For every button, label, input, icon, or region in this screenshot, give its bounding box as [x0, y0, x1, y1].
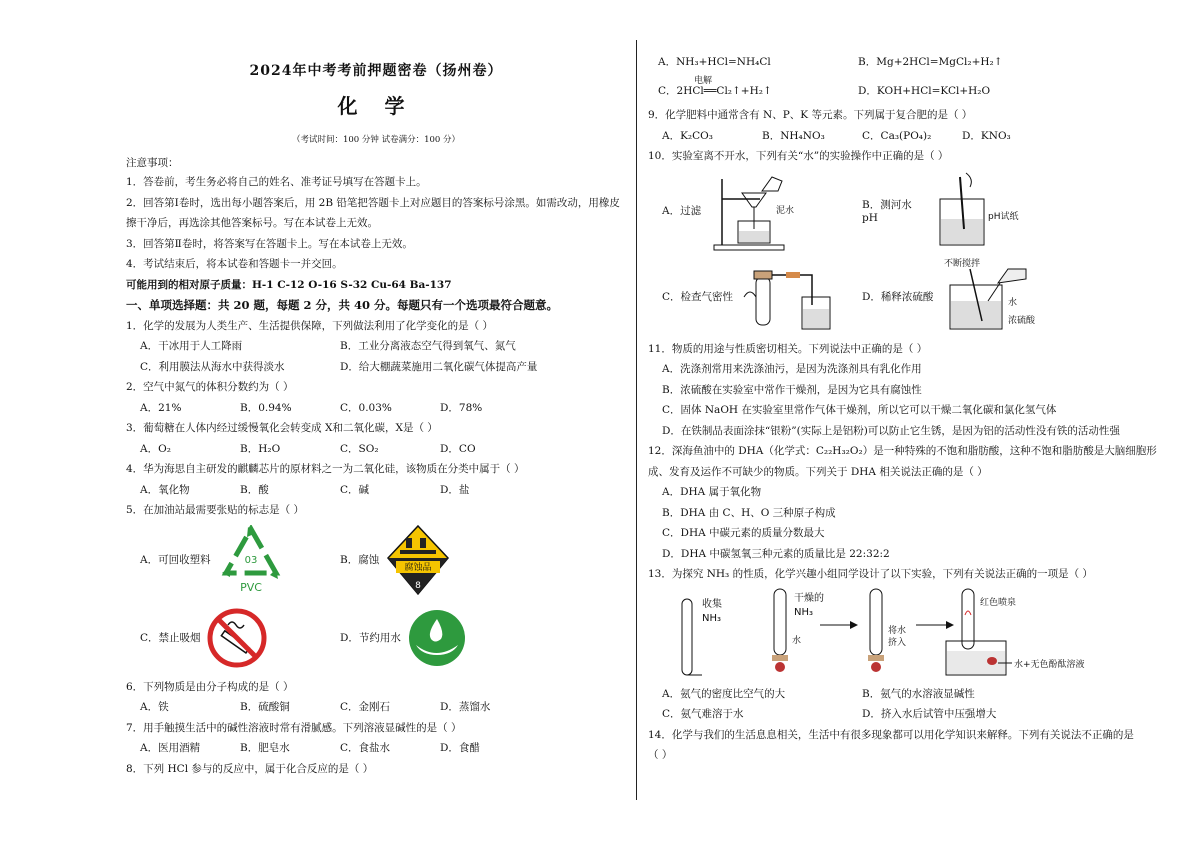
- note-item: 擦干净后，再选涂其他答案标号。写在本试卷上无效。: [126, 217, 378, 229]
- corrosive-class: 8: [415, 580, 421, 591]
- q10-option-b: B．测河水 pH: [862, 199, 912, 224]
- collect-nh3-label: NH₃: [702, 612, 722, 624]
- q3-options: [126, 439, 626, 460]
- stir-label: 不断搅拌: [944, 258, 981, 269]
- q10-option-c-cell: [662, 257, 862, 337]
- q12-option-d: D．DHA 中碳氢氧三种元素的质量比是 22:32:2: [662, 547, 890, 560]
- q4-option-c: C．碱: [340, 483, 370, 496]
- q10-option-d: D．稀释浓硫酸: [862, 291, 934, 303]
- q10-figure-row: [648, 255, 1148, 339]
- q5-option-a: A．可回收塑料: [140, 554, 211, 566]
- question-10: 10．实验室离不开水，下列有关“水”的实验操作中正确的是（ ）: [648, 150, 949, 162]
- q2-option-b: B．0.94%: [240, 401, 292, 414]
- q2-option-d: D．78%: [440, 401, 483, 414]
- q12-option-a: A．DHA 属于氧化物: [662, 486, 762, 498]
- q4-options: [126, 480, 626, 501]
- q10-option-a: A．过滤: [662, 205, 702, 217]
- q1-option-b: B．工业分离液态空气得到氧气、氮气: [340, 340, 516, 352]
- question-8: 8．下列 HCl 参与的反应中，属于化合反应的是（ ）: [126, 762, 374, 775]
- q10-option-c: C．检查气密性: [662, 291, 734, 303]
- q11-option-d: D．在铁制品表面涂抹“银粉”(实际上是铝粉)可以防止它生锈，是因为铝的活动性没有铁的活动性强: [662, 424, 1120, 437]
- column-divider: [636, 40, 637, 800]
- dilution-apparatus-icon: [942, 257, 1062, 337]
- q2-option-a: A．21%: [140, 401, 182, 414]
- q12-option-b: B．DHA 由 C、H、O 三种原子构成: [662, 506, 836, 519]
- q3-option-b: B．H₂O: [240, 442, 281, 455]
- no-smoking-icon: [206, 607, 268, 669]
- q4-option-a: A．氧化物: [140, 483, 190, 496]
- note-item: 1．答卷前，考生务必将自己的姓名、准考证号填写在答题卡上。: [126, 176, 427, 188]
- right-column: [648, 52, 1157, 766]
- q5-option-d: D．节约用水: [340, 632, 401, 644]
- q8-option-b: B．Mg+2HCl=MgCl₂+H₂↑: [858, 56, 1003, 68]
- question-7: 7．用手触摸生活中的碱性溶液时常有滑腻感。下列溶液显碱性的是（ ）: [126, 721, 462, 734]
- q11-option-a: A．洗涤剂常用来洗涤油污，是因为洗涤剂具有乳化作用: [662, 363, 922, 375]
- q7-options: [126, 738, 626, 759]
- corrosive-icon: [386, 524, 450, 596]
- dry-label: 干燥的: [794, 592, 824, 604]
- q11-option-b: B．浓硫酸在实验室中常作干燥剂，是因为它具有腐蚀性: [662, 383, 922, 396]
- question-14-paren: （ ）: [648, 749, 673, 761]
- water-drop-label: 水: [792, 635, 802, 646]
- q13-options: [648, 704, 1148, 725]
- q8-option-c: C．2HCl══Cl₂↑+H₂↑: [658, 84, 772, 97]
- q5-option-a-cell: [140, 525, 340, 595]
- fountain-label: 红色喷泉: [980, 597, 1017, 608]
- q2-option-c: C．0.03%: [340, 401, 392, 414]
- q6-options: [126, 697, 626, 718]
- q8-options: [648, 75, 1148, 102]
- recycle-label: PVC: [240, 580, 262, 594]
- water-label: 水: [1008, 297, 1018, 308]
- water-saving-icon: [406, 607, 468, 669]
- q7-option-b: B．肥皂水: [240, 742, 290, 754]
- q9-option-c: C．Ca₃(PO₄)₂: [862, 129, 932, 142]
- solution-label: 水+无色酚酞溶液: [1014, 659, 1085, 670]
- ph-test-apparatus-icon: [926, 169, 1036, 253]
- q1-option-a: A．干冰用于人工降雨: [140, 340, 243, 352]
- question-14: 14．化学与我们的生活息息相关，生活中有很多现象都可以用化学知识来解释。下列有关说法不正确的是: [648, 728, 1134, 741]
- q3-option-a: A．O₂: [140, 442, 171, 455]
- notes-heading: 注意事项：: [126, 157, 179, 169]
- q6-option-b: B．硫酸铜: [240, 701, 290, 713]
- q9-option-d: D．KNO₃: [962, 129, 1011, 142]
- q6-option-c: C．金刚石: [340, 701, 391, 713]
- question-9: 9．化学肥料中通常含有 N、P、K 等元素。下列属于复合肥的是（ ）: [648, 109, 973, 121]
- question-5: 5．在加油站最需要张贴的标志是（ ）: [126, 504, 305, 516]
- q13-option-d: D．挤入水后试管中压强增大: [862, 708, 997, 720]
- q7-option-c: C．食盐水: [340, 742, 391, 754]
- q5-option-b-cell: [340, 524, 540, 596]
- q3-option-d: D．CO: [440, 442, 476, 455]
- exam-title: 2024年中考考前押题密卷（扬州卷）: [249, 63, 503, 79]
- q9-option-a: A．K₂CO₃: [662, 129, 713, 142]
- q1-option-c: C．利用膜法从海水中获得淡水: [140, 360, 285, 373]
- q10-option-a-cell: [662, 169, 862, 253]
- recycle-code: 03: [244, 554, 258, 566]
- q3-option-c: C．SO₂: [340, 442, 379, 455]
- subject-title: 化 学: [337, 94, 415, 118]
- q10-figure-row: [648, 167, 1148, 255]
- question-11: 11．物质的用途与性质密切相关。下列说法中正确的是（ ）: [648, 342, 928, 355]
- question-6: 6．下列物质是由分子构成的是（ ）: [126, 680, 294, 693]
- q1-options: [126, 357, 626, 378]
- q2-options: [126, 398, 626, 419]
- q13-option-a: A．氨气的密度比空气的大: [662, 687, 786, 700]
- q10-option-d-cell: [862, 257, 1062, 337]
- q9-options: [648, 126, 1148, 147]
- question-2: 2．空气中氮气的体积分数约为（ ）: [126, 381, 294, 393]
- ph-paper-label: pH试纸: [988, 211, 1019, 222]
- q5-figure-row: [126, 521, 626, 599]
- dry-nh3-label: NH₃: [794, 606, 814, 618]
- muddy-water-label: 泥水: [776, 205, 795, 216]
- q5-option-c: C．禁止吸烟: [140, 632, 201, 644]
- q6-option-a: A．铁: [140, 701, 169, 713]
- q6-option-d: D．蒸馏水: [440, 701, 491, 713]
- question-12: 12．深海鱼油中的 DHA（化学式：C₂₂H₃₂O₂）是一种特殊的不饱和脂肪酸，这种不饱和脂肪酸是大脑细胞形: [648, 445, 1157, 457]
- squeeze-label: 将水: [888, 625, 907, 636]
- note-item: 2．回答第Ⅰ卷时，选出每小题答案后，用 2B 铅笔把答题卡上对应题目的答案标号涂黑。如需改动，用橡皮: [126, 196, 620, 209]
- q8-condition: 电解: [694, 75, 713, 86]
- q4-option-d: D．盐: [440, 483, 470, 496]
- collect-label: 收集: [702, 598, 722, 610]
- q7-option-a: A．医用酒精: [140, 742, 201, 754]
- q8-option-d: D．KOH+HCl=KCl+H₂O: [858, 84, 991, 97]
- left-column: [126, 52, 626, 779]
- q4-option-b: B．酸: [240, 483, 269, 496]
- q8-options: [648, 52, 1148, 73]
- q5-option-d-cell: [340, 607, 540, 669]
- airtightness-check-icon: [742, 257, 852, 337]
- q1-option-d: D．给大棚蔬菜施用二氧化碳气体提高产量: [340, 360, 538, 373]
- q5-figure-row: [126, 599, 626, 677]
- q13-option-b: B．氨气的水溶液显碱性: [862, 687, 975, 700]
- exam-info: （考试时间：100 分钟 试卷满分：100 分）: [291, 135, 461, 145]
- recycle-pvc-icon: [218, 525, 284, 595]
- q1-options: [126, 336, 626, 357]
- q10-option-b-cell: [862, 169, 1062, 253]
- squeeze-label-2: 挤入: [888, 637, 907, 648]
- question-3: 3．葡萄糖在人体内经过缓慢氧化会转变成 X和二氧化碳，X是（ ）: [126, 422, 438, 434]
- filtration-apparatus-icon: [706, 169, 816, 253]
- question-1: 1．化学的发展为人类生产、生活提供保障，下列做法利用了化学变化的是（ ）: [126, 319, 494, 332]
- question-4: 4．华为海思自主研发的麒麟芯片的原材料之一为二氧化硅，该物质在分类中属于（ ）: [126, 463, 525, 475]
- conc-acid-label: 浓硫酸: [1008, 315, 1036, 326]
- q11-option-c: C．固体 NaOH 在实验室里常作气体干燥剂，所以它可以干燥二氧化碳和氯化氢气体: [662, 404, 1057, 416]
- q5-option-c-cell: [140, 607, 340, 669]
- question-13: 13．为探究 NH₃ 的性质，化学兴趣小组同学设计了以下实验，下列有关说法正确的一项是（ ）: [648, 568, 1093, 580]
- nh3-experiment-figure: [662, 585, 1132, 681]
- q9-option-b: B．NH₄NO₃: [762, 129, 825, 142]
- note-item: 3．回答第Ⅱ卷时，将答案写在答题卡上。写在本试卷上无效。: [126, 237, 413, 250]
- q8-option-a: A．NH₃+HCl=NH₄Cl: [658, 56, 771, 68]
- section-heading: 一、单项选择题：共 20 题，每题 2 分，共 40 分。每题只有一个选项最符合题意。: [126, 298, 559, 312]
- q7-option-d: D．食醋: [440, 742, 480, 754]
- q5-option-b: B．腐蚀: [340, 554, 380, 566]
- q8-option-c-wrap: [658, 75, 858, 102]
- question-12-cont: 成、发育及运作不可缺少的物质。下列关于 DHA 相关说法正确的是（ ）: [648, 465, 988, 478]
- note-item: 4．考试结束后，将本试卷和答题卡一并交回。: [126, 258, 343, 270]
- q12-option-c: C．DHA 中碳元素的质量分数最大: [662, 527, 825, 539]
- q13-options: [648, 684, 1148, 705]
- q13-option-c: C．氨气难溶于水: [662, 708, 744, 720]
- corrosive-label: 腐蚀品: [404, 562, 432, 573]
- atomic-mass: 可能用到的相对原子质量：H-1 C-12 O-16 S-32 Cu-64 Ba-137: [126, 278, 452, 291]
